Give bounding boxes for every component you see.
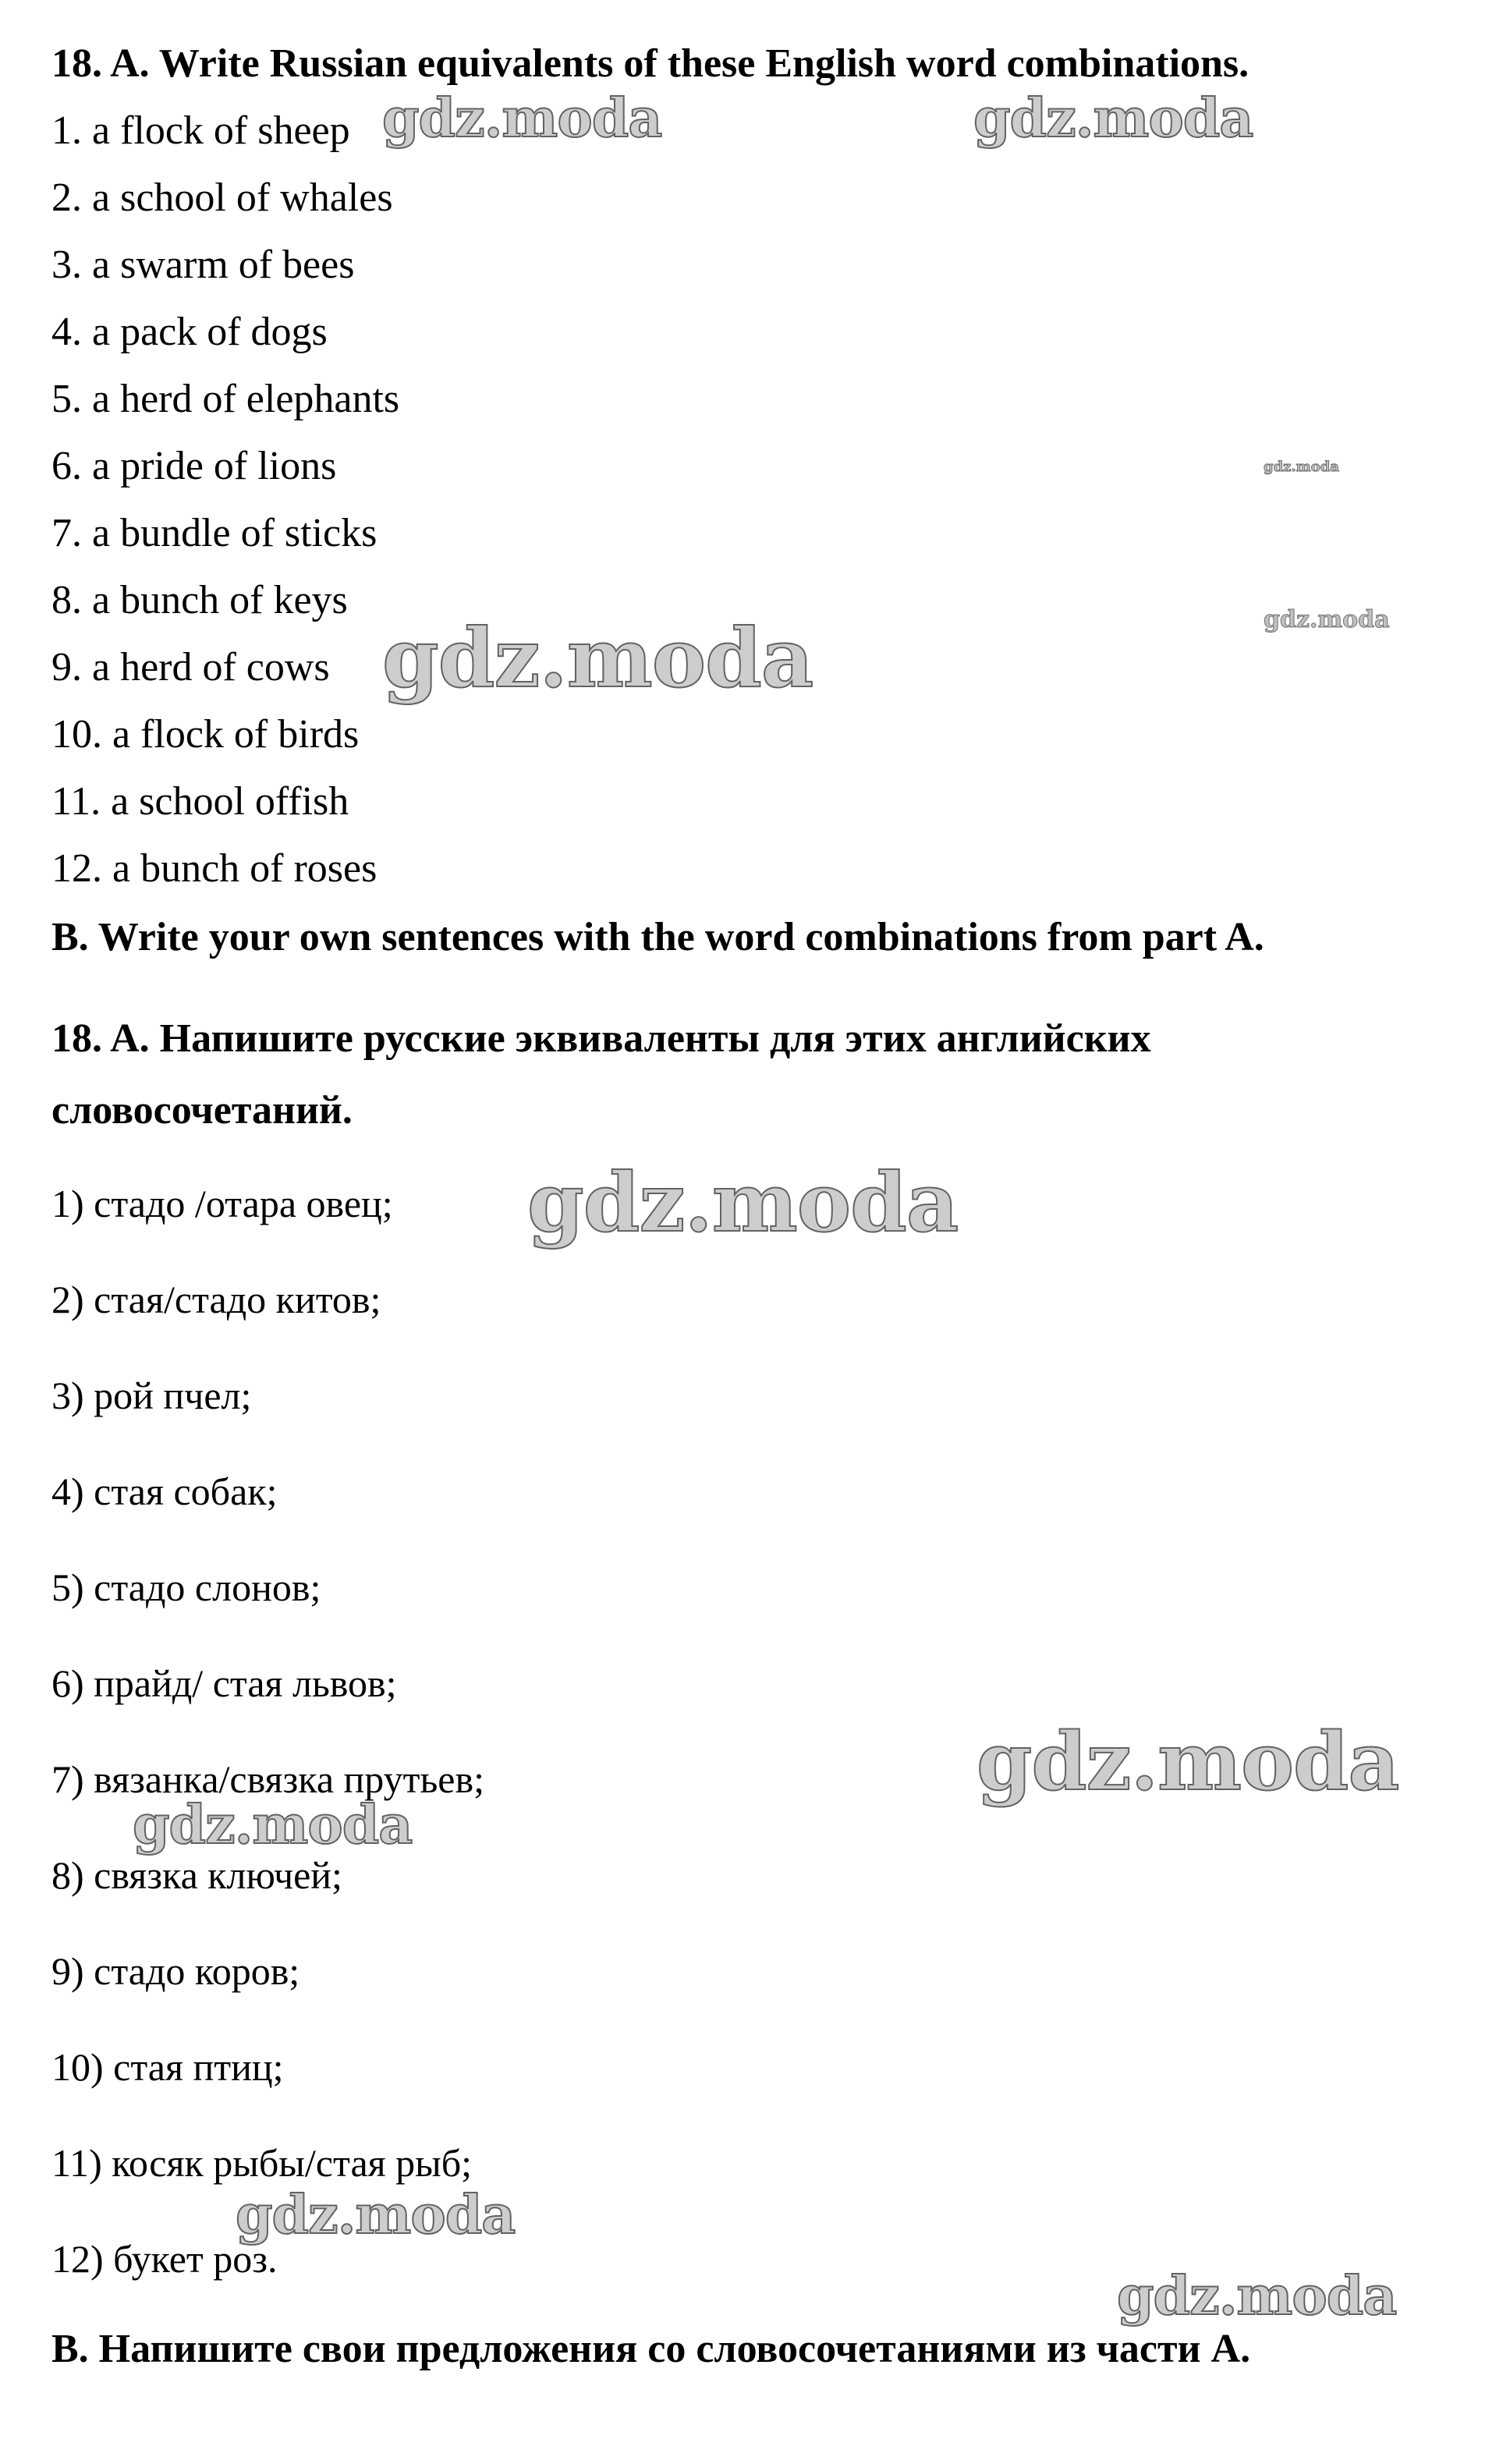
list-item: 8) связка ключей; xyxy=(51,1853,342,1897)
list-item: 4. a pack of dogs xyxy=(51,310,328,354)
list-item: 9) стадо коров; xyxy=(51,1949,300,1993)
list-item: 8. a bunch of keys xyxy=(51,578,348,622)
watermark-logo: gdz.moda xyxy=(973,87,1253,150)
exercise-heading-a-ru: 18. A. Напишите русские эквиваленты для этих английских xyxy=(51,1016,1151,1061)
list-item: 11. a school offish xyxy=(51,779,349,824)
watermark-logo: gdz.moda xyxy=(1264,459,1339,475)
watermark-logo: gdz.moda xyxy=(1117,2265,1397,2328)
list-item: 4) стая собак; xyxy=(51,1470,278,1513)
list-item: 11) косяк рыбы/стая рыб; xyxy=(51,2141,473,2185)
watermark-logo: gdz.moda xyxy=(382,87,662,150)
list-item: 10) стая птиц; xyxy=(51,2045,284,2089)
exercise-heading-b-ru: B. Напишите свои предложения со словосочетаниями из части А. xyxy=(51,2327,1251,2371)
list-item: 12) букет роз. xyxy=(51,2237,278,2281)
list-item: 9. a herd of cows xyxy=(51,645,330,690)
list-item: 2) стая/стадо китов; xyxy=(51,1278,381,1321)
list-item: 5) стадо слонов; xyxy=(51,1565,321,1609)
watermark-logo: gdz.moda xyxy=(133,1794,413,1856)
watermark-logo: gdz.moda xyxy=(977,1715,1399,1809)
list-item: 1. a flock of sheep xyxy=(51,108,350,153)
watermark-logo: gdz.moda xyxy=(382,610,814,706)
list-item: 1) стадо /отара овец; xyxy=(51,1182,393,1225)
list-item: 7. a bundle of sticks xyxy=(51,511,378,555)
watermark-logo: gdz.moda xyxy=(236,2184,516,2246)
exercise-heading-a-en: 18. A. Write Russian equivalents of these English word combinations. xyxy=(51,41,1250,86)
list-item: 12. a bunch of roses xyxy=(51,846,378,891)
list-item: 5. a herd of elephants xyxy=(51,377,400,421)
list-item: 10. a flock of birds xyxy=(51,712,360,757)
list-item: 3. a swarm of bees xyxy=(51,243,355,287)
watermark-logo: gdz.moda xyxy=(1264,606,1390,633)
list-item: 7) вязанка/связка прутьев; xyxy=(51,1757,484,1801)
watermark-logo: gdz.moda xyxy=(527,1154,959,1250)
exercise-heading-a-ru-continued: словосочетаний. xyxy=(51,1088,353,1133)
list-item: 3) рой пчел; xyxy=(51,1374,252,1417)
list-item: 6. a pride of lions xyxy=(51,444,337,488)
list-item: 2. a school of whales xyxy=(51,175,393,220)
list-item: 6) прайд/ стая львов; xyxy=(51,1661,397,1705)
exercise-heading-b-en: B. Write your own sentences with the word combinations from part A. xyxy=(51,915,1264,959)
